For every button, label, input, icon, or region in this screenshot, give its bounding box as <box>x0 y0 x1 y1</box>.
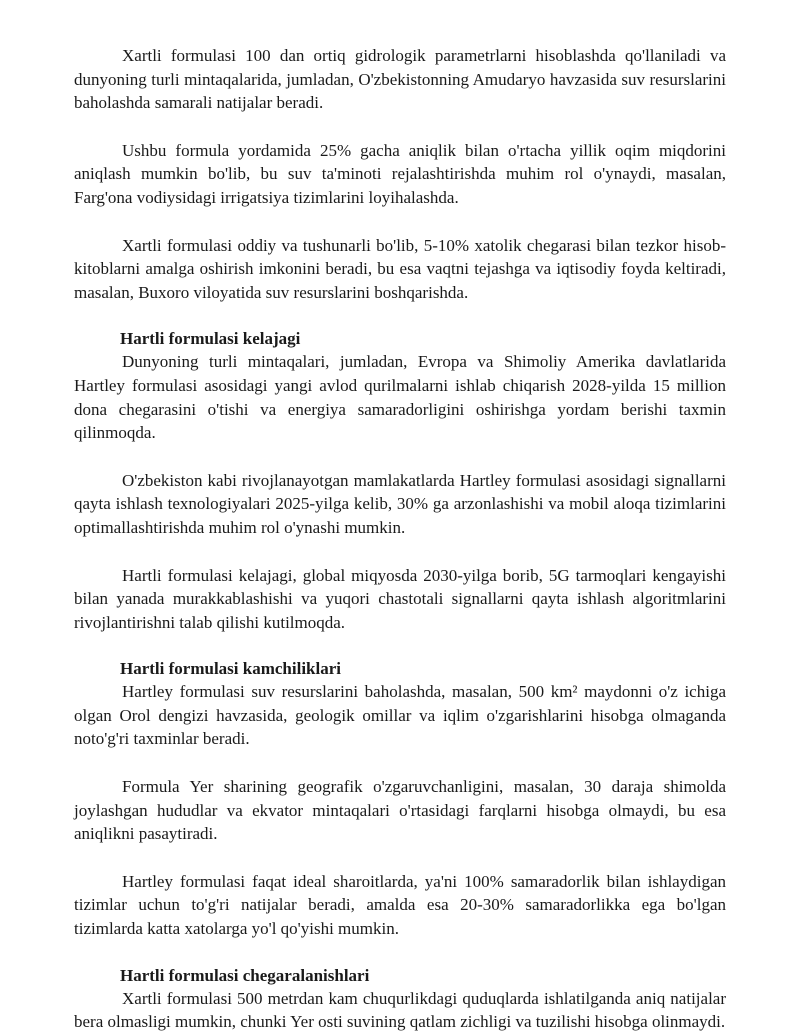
intro-paragraph-2: Ushbu formula yordamida 25% gacha aniqlik bilan o'rtacha yillik oqim miqdorini aniqlash mumkin bo'lib, bu suv ta'minoti rejalashtirishda muhim rol o'ynaydi, masalan, Farg'ona vodiysidagi irrigatsiya tizimlarini loyihalashda. <box>74 140 726 207</box>
intro-paragraph-3: Xartli formulasi oddiy va tushunarli bo'lib, 5-10% xatolik chegarasi bilan tezkor hisob-kitoblarni amalga oshirish imkonini beradi, bu esa vaqtni tejashga va iqtisodiy foyda keltiradi, masalan, Buxoro viloyatida suv resurslarini boshqarishda. <box>74 235 726 302</box>
limits-paragraph-1: Xartli formulasi 500 metrdan kam chuqurlikdagi quduqlarda ishlatilganda aniq natijalar bera olmasligi mumkin, chunki Yer osti suvining qatlam zichligi va tuzilishi hisobga olinmaydi. <box>74 988 726 1032</box>
drawbacks-paragraph-2: Formula Yer sharining geografik o'zgaruvchanligini, masalan, 30 daraja shimolda joylashgan hududlar va ekvator mintaqalari o'rtasidagi farqlarni hisobga olmaydi, bu esa aniqlikni pasaytiradi. <box>74 777 726 844</box>
future-paragraph-2: O'zbekiston kabi rivojlanayotgan mamlakatlarda Hartley formulasi asosidagi signallarni qayta ishlash texnologiyalari 2025-yilga kelib, 30% ga arzonlashishi va mobil aloqa tizimlarini optimallashtirishda muhim rol o'ynashi mumkin. <box>74 470 726 537</box>
section-drawbacks <box>74 658 726 940</box>
section-future <box>74 328 726 634</box>
document-page <box>74 44 726 1034</box>
section-heading-drawbacks: Hartli formulasi kamchiliklari <box>120 659 341 679</box>
section-heading-future: Hartli formulasi kelajagi <box>120 329 301 349</box>
drawbacks-paragraph-1: Hartley formulasi suv resurslarini baholashda, masalan, 500 km² maydonni o'z ichiga olgan Orol dengizi havzasida, geologik omillar va iqlim o'zgarishlarini hisobga olmaganda noto'g'ri taxminlar beradi. <box>74 682 726 749</box>
future-paragraph-3: Hartli formulasi kelajagi, global miqyosda 2030-yilga borib, 5G tarmoqlari kengayishi bilan yanada murakkablashishi va yuqori chastotali signallarni qayta ishlash algoritmlarini rivojlantirishni talab qilishi kutilmoqda. <box>74 565 726 632</box>
drawbacks-paragraph-3: Hartley formulasi faqat ideal sharoitlarda, ya'ni 100% samaradorlik bilan ishlaydigan tizimlar uchun to'g'ri natijalar beradi, amalda esa 20-30% samaradorlikka ega bo'lgan tizimlarda katta xatolarga yo'l qo'yishi mumkin. <box>74 871 726 939</box>
section-heading-limits: Hartli formulasi chegaralanishlari <box>120 965 370 985</box>
intro-paragraph-1: Xartli formulasi 100 dan ortiq gidrologik parametrlarni hisoblashda qo'llaniladi va dunyoning turli mintaqalarida, jumladan, O'zbekistonning Amudaryo havzasida suv resurslarini baholashda samarali natijalar beradi. <box>74 46 726 113</box>
section-limits <box>74 965 726 1034</box>
future-paragraph-1: Dunyoning turli mintaqalari, jumladan, Evropa va Shimoliy Amerika davlatlarida Hartley formulasi asosidagi yangi avlod qurilmalarni ishlab chiqarish 2028-yilda 15 million dona chegarasini o'tishi va energiya samaradorligini oshirishga yordam berishi taxmin qilinmoqda. <box>74 352 726 443</box>
